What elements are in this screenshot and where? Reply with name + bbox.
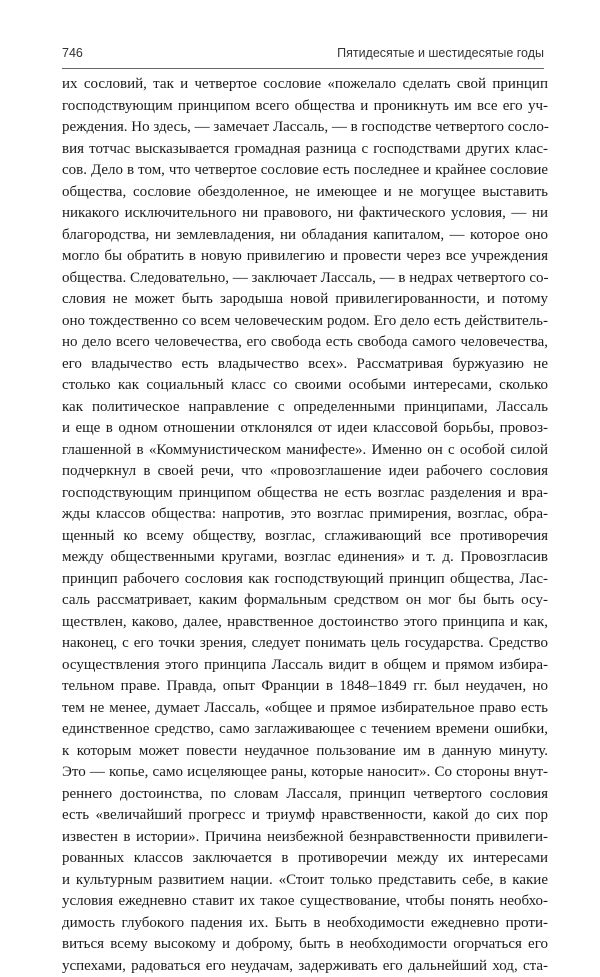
text-line: реннего достоинства, по словам Лассаля, принцип четвертого сословия [62, 784, 548, 806]
text-line: и культурным развитием нации. «Стоит только представить себе, в какие [62, 870, 548, 892]
text-line: благородства, ни землевладения, ни обладания капиталом, — которое оно [62, 225, 548, 247]
text-line: столько как социальный класс со своими особыми интересами, сколько [62, 375, 548, 397]
text-line: к которым может повести неудачное пользование им в данную минуту. [62, 741, 548, 763]
text-line: саль рассматривает, каким формальным средством он мог бы быть осу- [62, 590, 548, 612]
text-line: глашенной в «Коммунистическом манифесте». Именно он с особой силой [62, 440, 548, 462]
text-line: могло бы обратить в новую привилегию и провести через все учреждения [62, 246, 548, 268]
text-line: успехами, радоваться его неудачам, задерживать его дальнейший ход, ста- [62, 956, 548, 977]
text-line: виться всему высокому и доброму, быть в необходимости огорчаться его [62, 934, 548, 956]
text-line: господствующим принципом общества не есть возглас разделения и вра- [62, 483, 548, 505]
text-line: принцип рабочего сословия как господствующий принцип общества, Лас- [62, 569, 548, 591]
text-line: сов. Дело в том, что четвертое сословие есть последнее и крайнее сословие [62, 160, 548, 182]
text-line: вия тотчас высказывается громадная разница с господствами других клас- [62, 139, 548, 161]
text-line: рованных классов заключается в противоречии между их интересами [62, 848, 548, 870]
text-line: общества. Следовательно, — заключает Лассаль, — в недрах четвертого со- [62, 268, 548, 290]
text-line: господствующим принципом всего общества и проникнуть им все его уч- [62, 96, 548, 118]
text-line: тельном праве. Правда, опыт Франции в 1848–1849 гг. был неудачен, но [62, 676, 548, 698]
text-line: его владычество есть владычество всех». Рассматривая буржуазию не [62, 354, 548, 376]
text-line: единственное средство, само заглаживающее с течением времени ошибки, [62, 719, 548, 741]
header-rule [62, 68, 544, 69]
text-line: ществлен, каково, далее, нравственное достоинство этого принципа и как, [62, 612, 548, 634]
text-line: известен в истории». Причина неизбежной безнравственности привилеги- [62, 827, 548, 849]
page-number: 746 [62, 46, 83, 60]
text-line: тем не менее, думает Лассаль, «общее и прямое избирательное право есть [62, 698, 548, 720]
text-line: и еще в одном отношении отклонялся от идеи классовой борьбы, провоз- [62, 418, 548, 440]
page-header [62, 46, 544, 66]
text-line: димость глубокого падения их. Быть в необходимости ежедневно проти- [62, 913, 548, 935]
text-line: Это — копье, само исцеляющее раны, которые наносит». Со стороны внут- [62, 762, 548, 784]
text-line: реждения. Но здесь, — замечает Лассаль, — в господстве четвертого сосло- [62, 117, 548, 139]
text-line: общества, сословие обездоленное, не имеющее и не могущее выставить [62, 182, 548, 204]
text-line: между общественными кругами, возглас единения» и т. д. Провозгласив [62, 547, 548, 569]
text-line: жды классов общества: напротив, это возглас примирения, возглас, обра- [62, 504, 548, 526]
text-line: как политическое направление с определенными принципами, Лассаль [62, 397, 548, 419]
text-line: наконец, с его точки зрения, следует понимать цель государства. Средство [62, 633, 548, 655]
text-line: никакого исключительного ни правового, ни фактического условия, — ни [62, 203, 548, 225]
text-line: щенный ко всему обществу, возглас, сглаживающий все противоречия [62, 526, 548, 548]
text-line: подчеркнул в своей речи, что «провозглашение идеи рабочего сословия [62, 461, 548, 483]
text-line: условия ежедневно ставит их такое существование, чтобы понять необхо- [62, 891, 548, 913]
running-title: Пятидесятые и шестидесятые годы [337, 46, 544, 60]
body-text [62, 74, 548, 977]
text-line: есть «величайший прогресс и триумф нравственности, какой до сих пор [62, 805, 548, 827]
text-line: но дело всего человечества, его свобода есть свобода самого человечества, [62, 332, 548, 354]
text-line: словия не может быть зародыша новой привилегированности, и потому [62, 289, 548, 311]
text-line: их сословий, так и четвертое сословие «пожелало сделать свой принцип [62, 74, 548, 96]
text-line: оно тождественно со всем человеческим родом. Его дело есть действитель- [62, 311, 548, 333]
text-line: осуществления этого принципа Лассаль видит в общем и прямом избира- [62, 655, 548, 677]
